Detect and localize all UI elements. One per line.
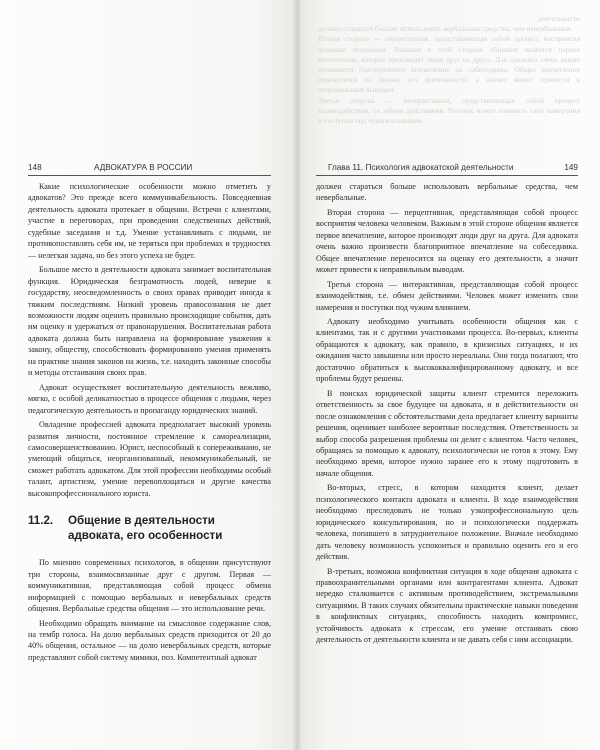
- body-paragraph: Какие психологические особенности можно отметить у адвокатов? Это прежде всего коммуникабельность. Повседневная деятельность адвоката протекает в общении. Встречи с клиентами, участие в переговорах, при проведении следственных действий, судебные заседания и т.д. Умение устанавливать с людьми, не противопоставлять себя им, не теряться при проблемах и трудностях — нелегкая задача, но без этого успеха не будет.: [28, 182, 271, 260]
- show-through-line: Вторая сторона — перцептивная, представляющая собой процесс восприятия человека человеком. Важным в этой стороне общения является первое впечатление, которое производят люди друг на друга. Для адвоката очень важно произвести благоприятное впечатление на собеседника. Общее впечатление переносится на оценку его деятельности, а значит может привести к неправильным выводам.: [318, 34, 580, 95]
- body-paragraph: В поисках юридической защиты клиент стремится переложить ответственность за свое будущее на адвоката, и в действительности он после ознакомления с обстоятельствами дела предлагает клиенту варианты решения, оценивает наиболее вероятные последствия. Ответственность за выбор способа разрешения проблемы он делит с клиентом. Часто человек, обращаясь за помощью к адвокату, психологически не готов к этому. Ему необходимо время, которое нужно заранее его к этому подготовить в начале общения.: [316, 388, 578, 478]
- body-paragraph: Вторая сторона — перцептивная, представляющая собой процесс восприятия человека человеком. Важным в этой стороне общения является первое впечатление, которое производят люди друг на друга. Для адвоката очень важно произвести благоприятное впечатление на собеседника. Общее впечатление переносится на оценку его деятельности, а значит может привести к неправильным выводам.: [316, 207, 578, 275]
- left-page-number: 148: [28, 163, 42, 172]
- left-running-title: АДВОКАТУРА В РОССИИ: [94, 163, 193, 172]
- body-paragraph: должен стараться больше использовать вербальные средства, чем невербальные.: [316, 182, 578, 203]
- section-heading: [28, 513, 271, 543]
- body-paragraph: Овладение профессией адвоката предполагает высокий уровень развития личности, постоянное стремление к самореализации, самосовершенствованию. Юрист, неспособный к сопереживанию, не умеющий общаться, неорганизованный, некоммуникабельный, не сможет работать адвокатом. Для этой профессии необходимы особый талант, артистизм, умение перевоплощаться и другие качества высокопрофессионального юриста.: [28, 420, 271, 498]
- show-through-text: [318, 14, 580, 126]
- right-page-body: [316, 181, 578, 649]
- right-page-number: 149: [564, 163, 578, 172]
- show-through-line: должен стараться больше использовать вербальные средства, чем невербальные.: [318, 24, 573, 34]
- body-paragraph: Большое место в деятельности адвоката занимает воспитательная функция. Юридическая безграмотность людей, неверие к государству, неосведомленность о своих правах приводит иногда к тяжким последствиям. Низкий уровень правосознания не дает возможности людям оценить правильно происходящие события, дать им оценку и удержаться от правонарушения. Воспитательная работа адвоката должна быть направлена на формирование уважения к закону, обществу, способствовать формированию умения применять на практике знания законов на жизнь, т.е. находить законные способы и методы отстаивания своих прав.: [28, 265, 271, 378]
- show-through-line: Третья сторона — интерактивная, представляющая собой процесс взаимодействия, т.е. обмен действиями. Человек может изменить свои намерения и поступки под чужим влиянием.: [318, 95, 580, 126]
- body-paragraph: В-третьих, возможна конфликтная ситуация в ходе общения адвоката с правоохранительными органами или контрагентами клиента. Адвокат нередко сталкивается с активным противодействием, экстремальными ситуациями. В таких случаях обязательны практические навыки поведения в конфликтных ситуациях, способность находить компромисс, устойчивость адвоката к стрессам, его умение отстаивать свою деятельность от деятельности клиента и не давать себя с ним ассоциации.: [316, 566, 578, 645]
- right-running-title: Глава 11. Психология адвокатской деятельности: [328, 163, 514, 172]
- show-through-line: деятельности: [537, 14, 580, 23]
- section-number: 11.2.: [28, 514, 54, 528]
- body-paragraph: Во-вторых, стресс, в котором находится клиент, делает психологического контакта адвоката и клиента. В ходе взаимодействия необходимо преследовать не только узкопрофессиональную цель юридического консультирования, но и психологически поддержать человека, попавшего в затруднительное положение. Вначале необходимо дать человеку возможность успокоиться и правильно оценить его и его действия.: [316, 483, 578, 562]
- section-title-line-2: адвоката, его особенности: [68, 529, 223, 543]
- body-paragraph: Третья сторона — интерактивная, представляющая собой процесс взаимодействия, т.е. обмен действиями. Человек может изменить свои намерения и поступки под чужим влиянием.: [316, 279, 578, 312]
- book-gutter: [293, 0, 301, 750]
- left-page-body: [28, 181, 271, 666]
- body-paragraph: По мнению современных психологов, в общении присутствуют три стороны, взаимосвязанные друг с другом. Первая — коммуникативная, представляющая собой процесс обмена информацией с помощью вербальных и невербальных средств общения. Вербальные средства общения — это использование речи.: [28, 558, 271, 614]
- right-running-head: [316, 161, 578, 176]
- body-paragraph: Необходимо обращать внимание на смысловое содержание слов, на тембр голоса. На долю вербальных средств приходится от 20 до 40% общения, остальное — на долю невербальных средств, которые представляют собой систему мимики, поз. Компетентный адвокат: [28, 618, 271, 662]
- body-paragraph: Адвокат осуществляет воспитательную деятельность вежливо, мягко, с особой деликатностью в процессе общения с людьми, через педагогическую деятельность и пропаганду юридических знаний.: [28, 382, 271, 415]
- section-title-line-1: Общение в деятельности: [68, 514, 215, 528]
- left-running-head: [28, 161, 271, 176]
- body-paragraph: Адвокату необходимо учитывать особенности общения как с клиентами, так и с другими участниками процесса. Во-первых, клиенты обращаются к адвокату, как правило, в кризисных ситуациях, и их ожидания часто завышены или просто нереальны. Они тогда полагают, что достаточно обратиться к высококвалифицированному адвокату, и все проблемы будут решены.: [316, 316, 578, 384]
